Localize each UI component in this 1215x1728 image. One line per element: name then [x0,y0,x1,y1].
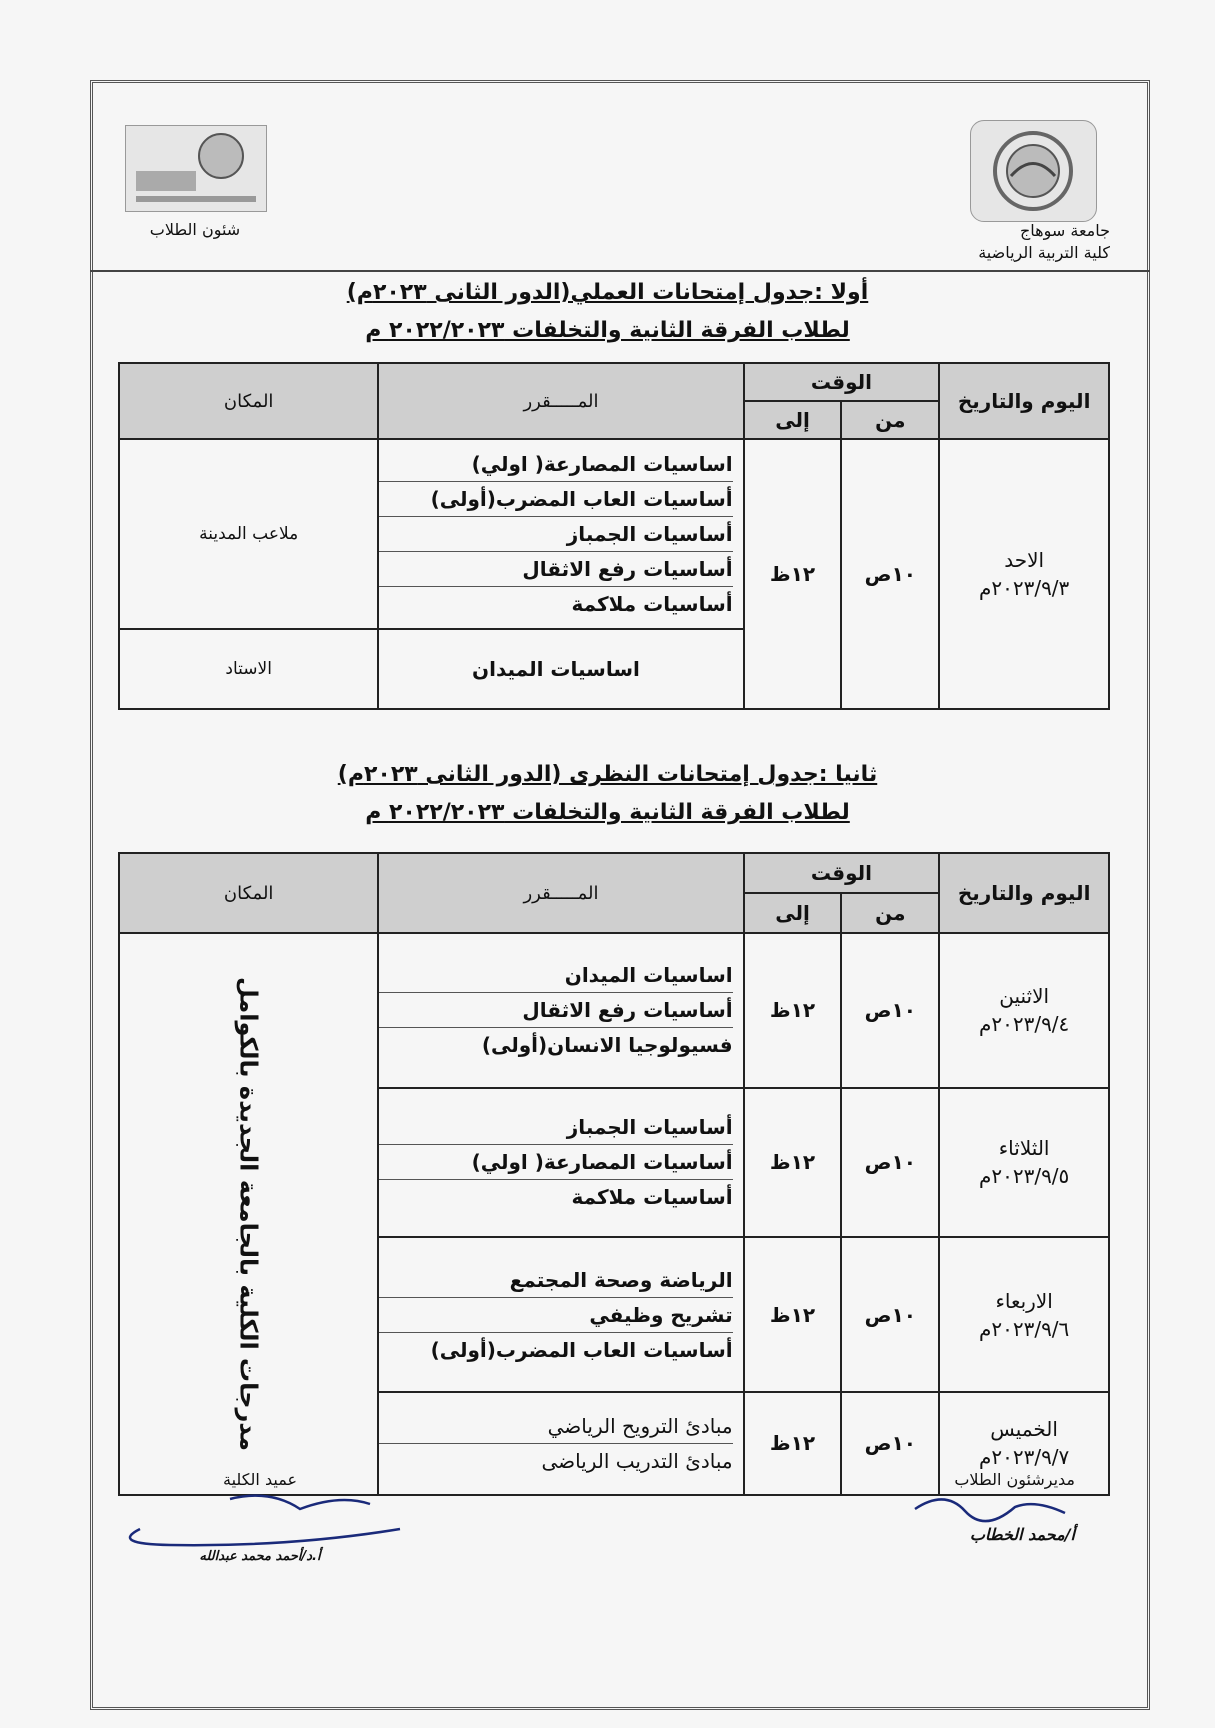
signature-student-affairs-director [905,1470,1075,1544]
day-name: الاحد [1004,548,1045,572]
day-name: الخميس [990,1417,1058,1442]
header-day-date: اليوم والتاريخ [939,853,1109,933]
course-item: أساسيات ملاكمة [571,1185,733,1210]
theory-place: مدرجات الكلية بالجامعة الجديدة بالكوامل [234,976,263,1452]
time-to: ١٢ظ [744,1392,842,1495]
time-from: ١٠ص [841,933,939,1088]
course-group2: اساسيات الميدان [378,629,743,709]
header-to: إلى [744,893,842,933]
header-course: المـــــقرر [378,363,743,439]
day-date: ٢٠٢٣/٩/٥م [978,1164,1070,1189]
signature-dean [110,1470,410,1564]
day-name: الاربعاء [995,1288,1053,1313]
course-item: فسيولوجيا الانسان(أولى) [481,1033,733,1058]
course-list [378,1088,743,1238]
signature-name: أ.د/أحمد محمد عبدالله [199,1549,321,1564]
faculty-name: كلية التربية الرياضية [978,243,1110,262]
header-place: المكان [119,853,378,933]
header-course: المـــــقرر [378,853,743,933]
course-list [378,1392,743,1495]
header-to: إلى [744,401,842,439]
day-name: الثلاثاء [998,1136,1050,1161]
time-from: ١٠ص [841,1237,939,1392]
faculty-logo [125,125,267,212]
day-cell [939,933,1109,1088]
course-item: أساسيات العاب المضرب(أولى) [430,1337,733,1362]
day-date: ٢٠٢٣/٩/٦م [978,1316,1070,1341]
signature-title: مديرشئون الطلاب [954,1470,1075,1489]
header-time: الوقت [744,363,940,401]
course-item: الرياضة وصحة المجتمع [379,1263,732,1298]
time-to: ١٢ظ [744,1088,842,1238]
course-list [378,933,743,1088]
day-date: ٢٠٢٣/٩/٣م [978,576,1070,600]
handwritten-signature [110,1489,410,1549]
course-item: أساسيات الجمباز [379,517,732,552]
place-group1: ملاعب المدينة [119,439,378,629]
day-cell [939,1237,1109,1392]
day-date: ٢٠٢٣/٩/٤م [978,1012,1070,1037]
theory-place-cell [119,933,378,1495]
section1-title-line2: لطلاب الفرقة الثانية والتخلفات ٢٠٢٢/٢٠٢٣ م [365,318,850,343]
course-item: اساسيات المصارعة( اولي) [379,447,732,482]
time-from: ١٠ص [841,1392,939,1495]
university-name: جامعة سوهاج [1019,221,1110,240]
section2-title-line2: لطلاب الفرقة الثانية والتخلفات ٢٠٢٢/٢٠٢٣ م [365,800,850,825]
course-item: أساسيات العاب المضرب(أولى) [379,482,732,517]
time-to: ١٢ظ [744,933,842,1088]
time-to: ١٢ظ [744,1237,842,1392]
practical-exam-table [118,362,1110,710]
time-to: ١٢ظ [744,439,842,709]
signature-title: عميد الكلية [223,1470,297,1489]
course-item: أساسيات رفع الاثقال [379,993,732,1028]
time-from: ١٠ص [841,439,939,709]
day-cell [939,1088,1109,1238]
university-logo [970,120,1097,222]
course-item: أساسيات المصارعة( اولي) [379,1145,732,1180]
course-item: أساسيات ملاكمة [571,592,733,616]
signature-name: أ/محمد الخطاب [969,1525,1075,1544]
course-group1 [378,439,743,629]
day-cell [939,439,1109,709]
course-item: مبادئ التدريب الرياضى [541,1448,733,1473]
handwritten-signature [905,1489,1075,1525]
header-place: المكان [119,363,378,439]
course-item: مبادئ الترويح الرياضي [379,1409,732,1444]
header-day-date: اليوم والتاريخ [939,363,1109,439]
course-item: اساسيات الميدان [379,958,732,993]
course-item: تشريح وظيفي [379,1298,732,1333]
header-from: من [841,893,939,933]
course-list [378,1237,743,1392]
course-item: أساسيات رفع الاثقال [379,552,732,587]
place-group2: الاستاد [119,629,378,709]
theory-exam-table [118,852,1110,1496]
header-from: من [841,401,939,439]
header-time: الوقت [744,853,940,893]
header-university-info [978,220,1110,264]
section2-title-line1: ثانيا :جدول إمتحانات النظرى (الدور الثانى ٢٠٢٣م) [337,762,878,787]
department-name: شئون الطلاب [149,220,241,239]
course-item: أساسيات الجمباز [379,1110,732,1145]
section1-title-line1: أولا :جدول إمتحانات العملي(الدور الثانى ٢٠٢٣م) [346,280,869,305]
time-from: ١٠ص [841,1088,939,1238]
header-divider [90,270,1150,272]
day-name: الاثنين [999,984,1050,1009]
day-date: ٢٠٢٣/٩/٧م [978,1445,1070,1470]
